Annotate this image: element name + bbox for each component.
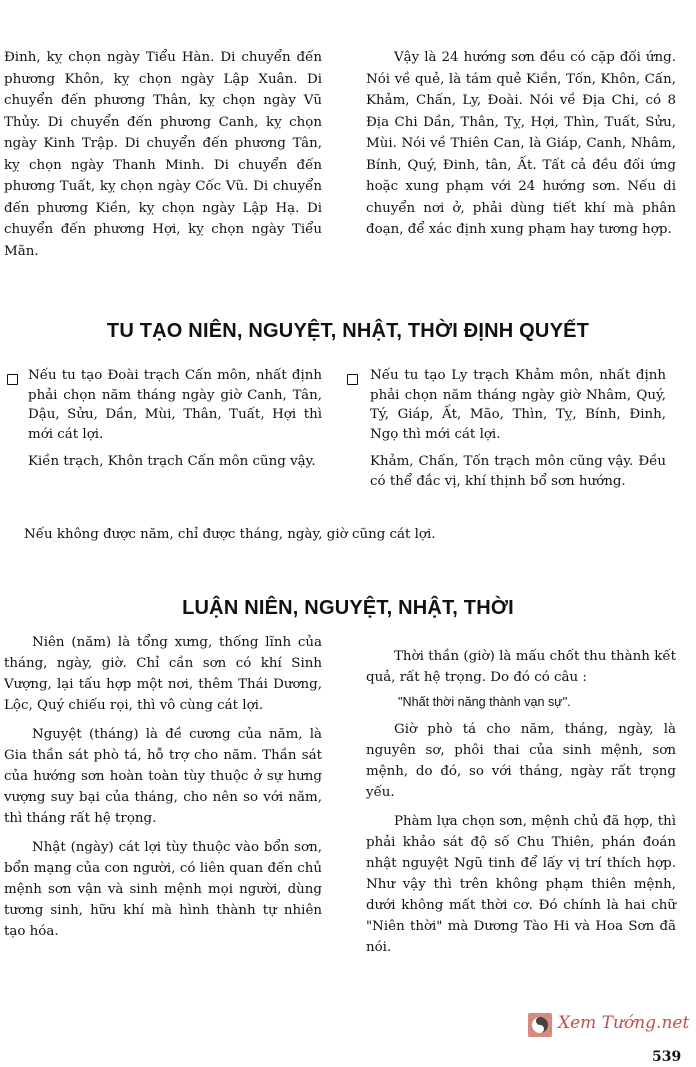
watermark-logo [528, 1013, 688, 1043]
checkbox-bullet-icon [7, 374, 18, 385]
section-heading-tu-tao: TU TẠO NIÊN, NGUYỆT, NHẬT, THỜI ĐỊNH QUYẾT [106, 320, 590, 342]
left-bullet-follow: Kiền trạch, Khôn trạch Cấn môn cũng vậy. [28, 454, 316, 469]
paragraph-gio: Giờ phò tá cho năm, tháng, ngày, là nguyên sơ, phôi thai của sinh mệnh, sơn mệnh, do đó, so với tháng, ngày rất trọng yếu. [366, 722, 676, 800]
paragraph-thoi: Thời thần (giờ) là mấu chốt thu thành kết quả, rất hệ trọng. Do đó có câu : [366, 649, 676, 685]
right-bullet-follow: Khảm, Chấn, Tốn trạch môn cũng vậy. Đều có thể đắc vị, khí thịnh bổ sơn hướng. [370, 454, 666, 489]
top-left-column [4, 47, 322, 262]
logo-text: Xem Tướng.net [558, 1013, 690, 1033]
logo-box [528, 1013, 552, 1037]
right-bullet-block [370, 366, 666, 499]
yin-yang-icon [532, 1017, 548, 1033]
section2-left-column [4, 632, 322, 942]
paragraph-pham: Phàm lựa chọn sơn, mệnh chủ đã hợp, thì phải khảo sát độ số Chu Thiên, phán đoán nhật nguyệt Ngũ tinh để lấy vị trí thích hợp. Như vậy thì trên không phạm thiên mệnh, dưới không mất thời cơ. Đó chính là hai chữ "Niên thời" mà Dương Tào Hi và Hoa Sơn đã nói. [366, 814, 676, 955]
top-right-column [366, 47, 676, 241]
left-bullet-block [28, 366, 322, 480]
quote: "Nhất thời năng thành vạn sự". [398, 695, 571, 709]
right-bullet-text: Nếu tu tạo Ly trạch Khảm môn, nhất định phải chọn năm tháng ngày giờ Nhâm, Quý, Tý, Giáp, Ất, Mão, Thìn, Tỵ, Bính, Đinh, Ngọ thì mới cát lợi. [370, 368, 666, 442]
left-bullet-text: Nếu tu tạo Đoài trạch Cấn môn, nhất định phải chọn năm tháng ngày giờ Canh, Tân, Dậu, Sửu, Dần, Mùi, Thân, Tuất, Hợi thì mới cát lợi. [28, 368, 322, 442]
checkbox-bullet-icon [347, 374, 358, 385]
section-heading-luan: LUẬN NIÊN, NGUYỆT, NHẬT, THỜI [182, 597, 514, 619]
paragraph-nhat: Nhật (ngày) cát lợi tùy thuộc vào bổn sơn, bổn mạng của con người, có liên quan đến chủ mệnh sơn vận và sinh mệnh mọi người, dùng tương sinh, hữu khí mà hình thành tự nhiên tạo hóa. [4, 840, 322, 939]
paragraph-nien: Niên (năm) là tổng xưng, thống lĩnh của tháng, ngày, giờ. Chỉ cần sơn có khí Sinh Vượng, lại tấu hợp một nơi, thêm Thái Dương, Lộc, Quý chiếu rọi, thì vô cùng cát lợi. [4, 635, 322, 713]
section1-note: Nếu không được năm, chỉ được tháng, ngày, giờ cũng cát lợi. [24, 527, 436, 542]
top-left-paragraph: Đinh, kỵ chọn ngày Tiểu Hàn. Di chuyển đến phương Khôn, kỵ chọn ngày Lập Xuân. Di chuyển đến phương Thân, kỵ chọn ngày Vũ Thủy. Di chuyển đến phương Canh, kỵ chọn ngày Kinh Trập. Di chuyển đến phương Tân, kỵ chọn ngày Thanh Minh. Di chuyển đến phương Tuất, kỵ chọn ngày Cốc Vũ. Di chuyển đến phương Kiền, kỵ chọn ngày Lập Hạ. Di chuyển đến phương Hợi, kỵ chọn ngày Tiểu Mãn. [4, 50, 322, 259]
paragraph-nguyet: Nguyệt (tháng) là đề cương của năm, là Gia thần sát phò tá, hỗ trợ cho năm. Thần sát của hướng sơn hoàn toàn tùy thuộc ở sự hưng vượng suy bại của tháng, cho nên so với năm, thì tháng rất hệ trọng. [4, 727, 322, 826]
section2-right-column [366, 646, 676, 958]
top-right-paragraph: Vậy là 24 hướng sơn đều có cặp đối ứng. Nói về quẻ, là tám quẻ Kiền, Tốn, Khôn, Cấn, Khảm, Chấn, Ly, Đoài. Nói về Địa Chi, có 8 Địa Chi Dần, Thân, Tỵ, Hợi, Thìn, Tuất, Sửu, Mùi. Nói về Thiên Can, là Giáp, Canh, Nhâm, Bính, Quý, Đinh, tân, Ất. Tất cả đều đối ứng hoặc xung phạm với 24 hướng sơn. Nếu di chuyển nơi ở, phải dùng tiết khí mà phân đoạn, để xác định xung phạm hay tương hợp. [366, 50, 676, 237]
page-number: 539 [652, 1049, 682, 1065]
